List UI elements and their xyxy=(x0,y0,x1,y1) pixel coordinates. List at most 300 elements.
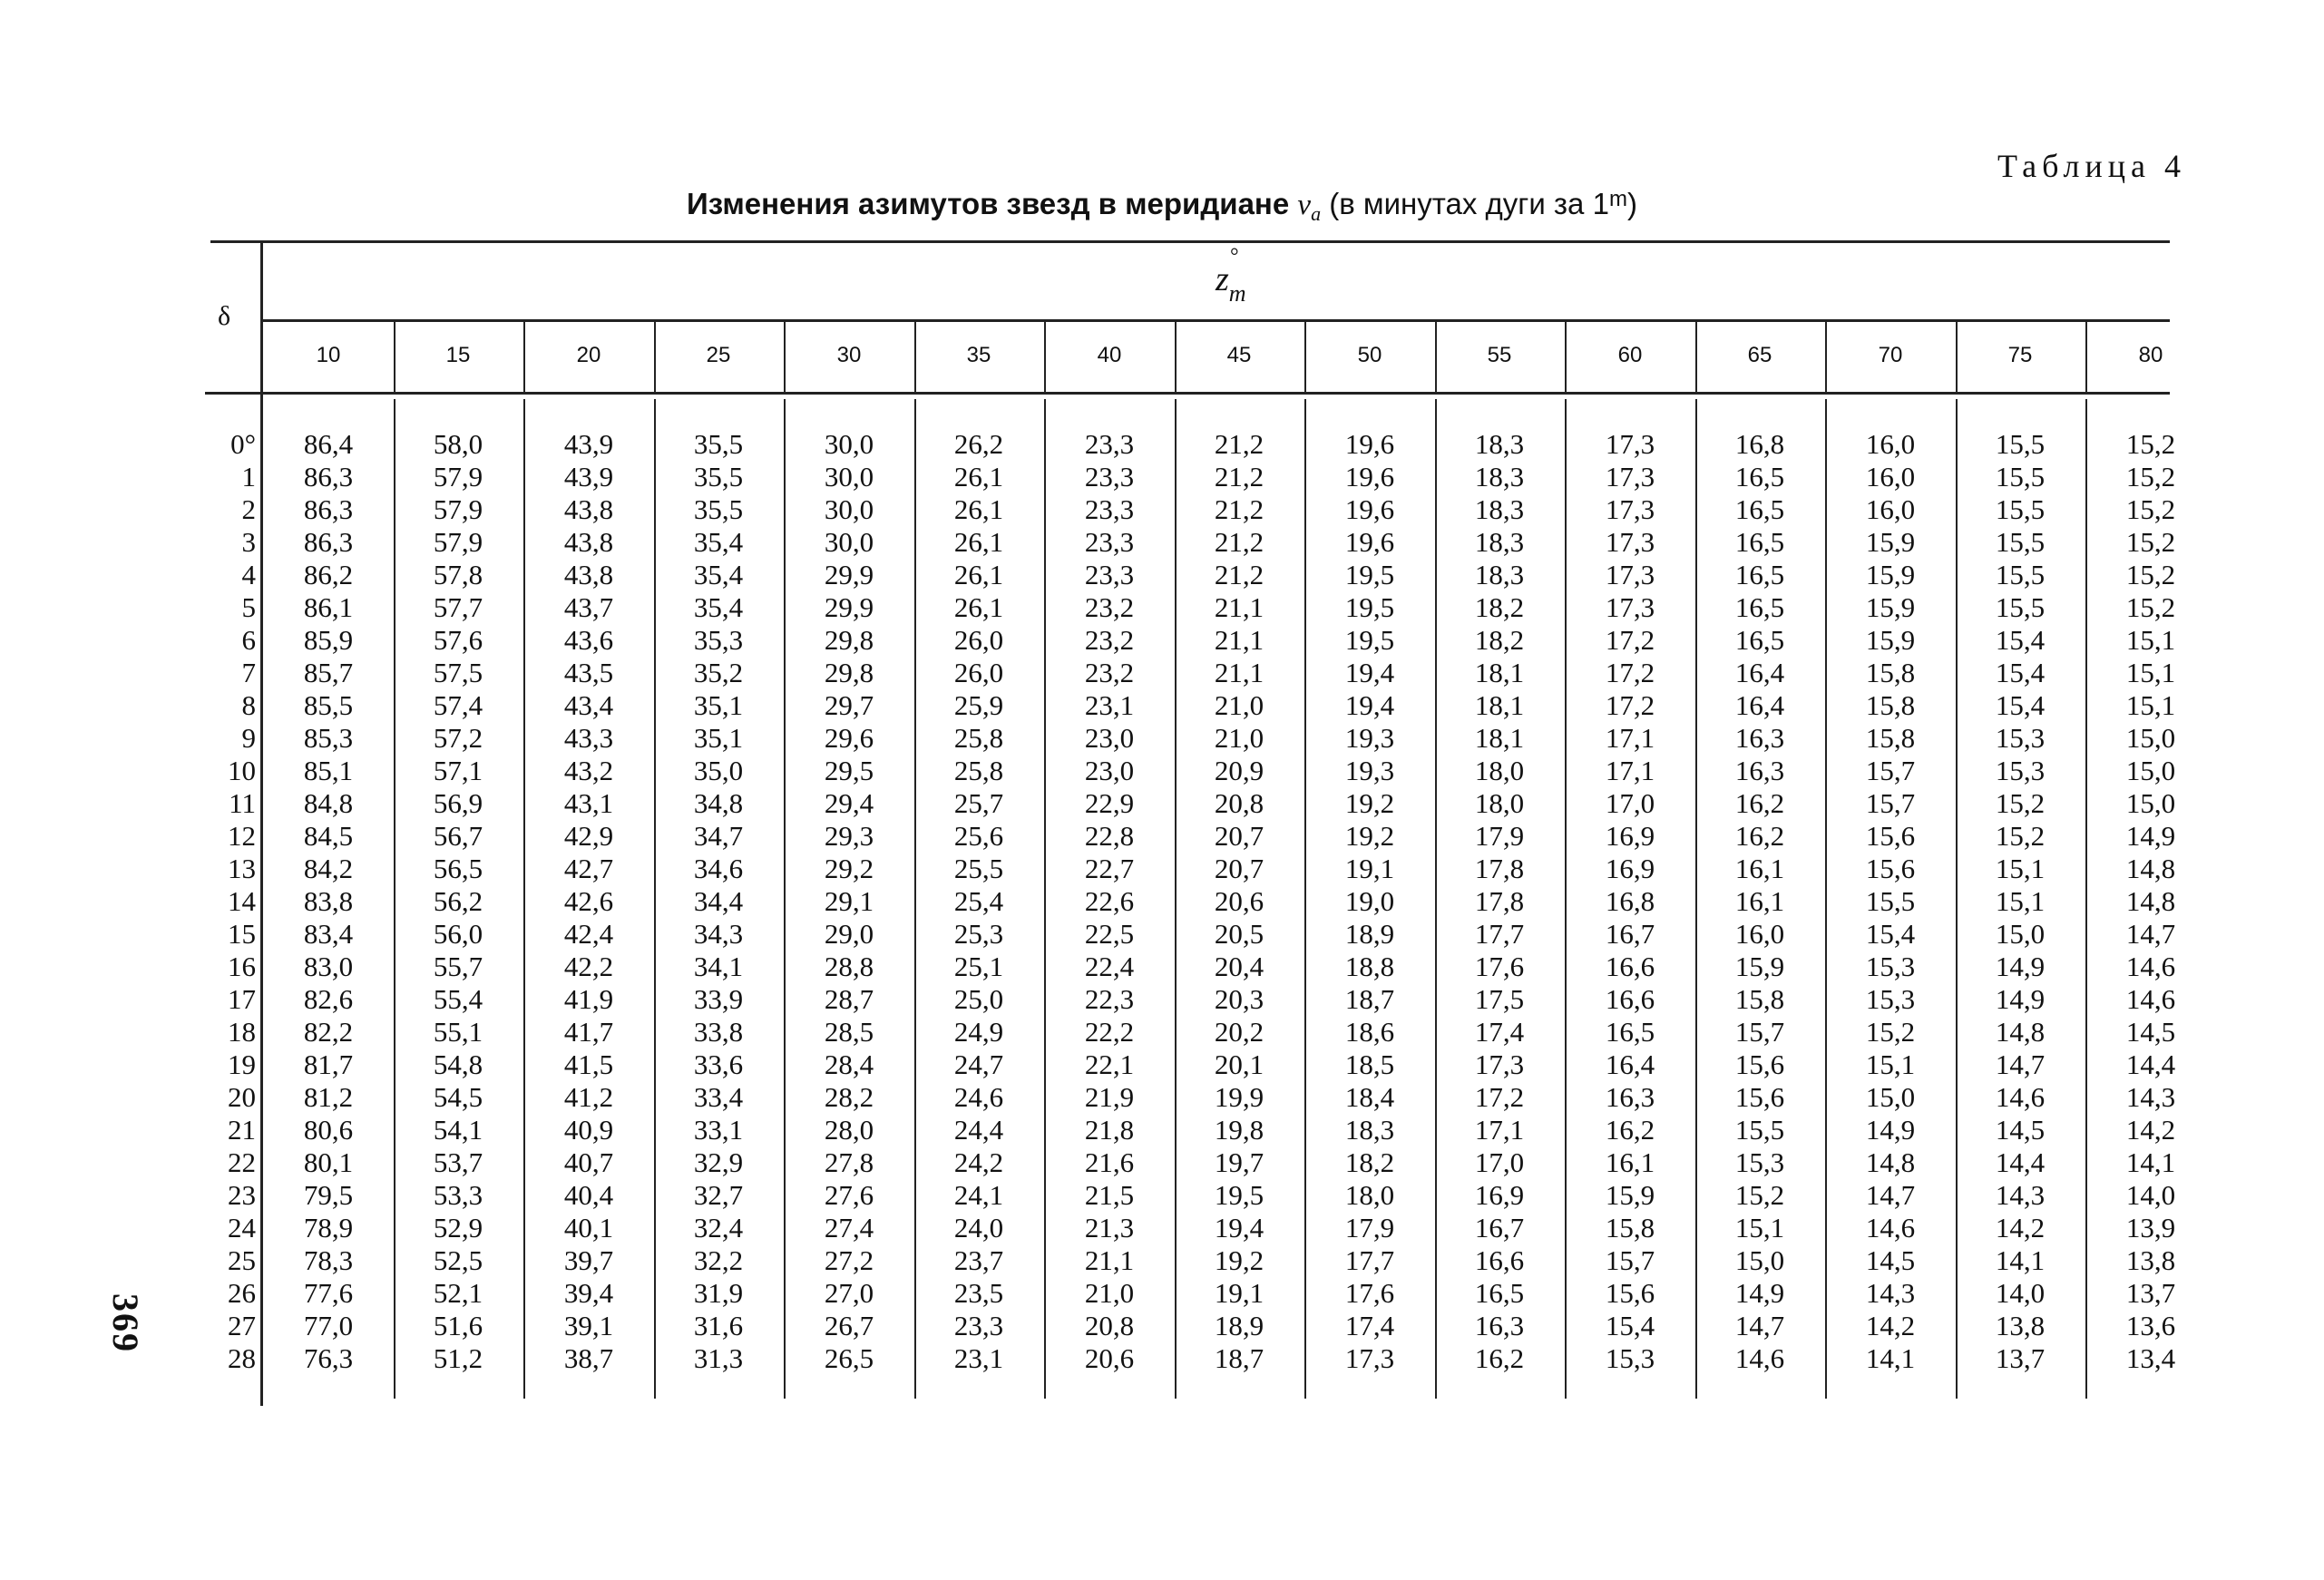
table-cell: 76,3 xyxy=(303,1342,354,1374)
table-cell: 19,5 xyxy=(1344,591,1395,623)
column-divider xyxy=(394,399,395,1399)
table-cell: 14,8 xyxy=(2125,885,2176,917)
table-cell: 33,1 xyxy=(693,1114,744,1146)
column-header: 65 xyxy=(1747,343,1772,367)
table-cell: 16,1 xyxy=(1605,1146,1655,1178)
table-cell: 16,5 xyxy=(1734,591,1785,623)
table-cell: 15,0 xyxy=(2125,787,2176,819)
table-cell: 15,2 xyxy=(1734,1179,1785,1211)
table-cell: 16,5 xyxy=(1734,559,1785,590)
table-cell: 14,1 xyxy=(2125,1146,2176,1178)
table-cell: 23,3 xyxy=(1084,461,1135,493)
table-cell: 16,2 xyxy=(1734,820,1785,852)
delta-value: 7 xyxy=(241,657,256,688)
table-cell: 57,5 xyxy=(433,657,483,688)
table-cell: 52,1 xyxy=(433,1277,483,1309)
delta-value: 28 xyxy=(228,1342,256,1374)
table-cell: 56,0 xyxy=(433,918,483,950)
table-cell: 29,6 xyxy=(824,722,874,754)
table-cell: 25,8 xyxy=(953,755,1004,786)
table-cell: 17,8 xyxy=(1474,885,1525,917)
table-cell: 16,3 xyxy=(1734,755,1785,786)
table-cell: 16,5 xyxy=(1474,1277,1525,1309)
table-cell: 29,7 xyxy=(824,689,874,721)
delta-value: 2 xyxy=(241,493,256,525)
table-cell: 23,2 xyxy=(1084,591,1135,623)
table-cell: 16,7 xyxy=(1474,1212,1525,1244)
table-cell: 16,8 xyxy=(1605,885,1655,917)
table-cell: 40,9 xyxy=(563,1114,614,1146)
table-cell: 52,9 xyxy=(433,1212,483,1244)
table-cell: 24,4 xyxy=(953,1114,1004,1146)
table-cell: 15,3 xyxy=(1865,951,1916,982)
table-cell: 41,9 xyxy=(563,983,614,1015)
table-cell: 14,6 xyxy=(2125,951,2176,982)
table-cell: 54,1 xyxy=(433,1114,483,1146)
table-cell: 15,9 xyxy=(1865,559,1916,590)
table-cell: 41,7 xyxy=(563,1016,614,1048)
column-header: 75 xyxy=(2007,343,2033,367)
table-cell: 22,3 xyxy=(1084,983,1135,1015)
table-cell: 16,0 xyxy=(1734,918,1785,950)
table-cell: 24,0 xyxy=(953,1212,1004,1244)
table-cell: 14,7 xyxy=(1995,1048,2046,1080)
table-cell: 17,8 xyxy=(1474,853,1525,884)
table-cell: 19,6 xyxy=(1344,461,1395,493)
delta-value: 17 xyxy=(228,983,256,1015)
table-cell: 18,2 xyxy=(1474,624,1525,656)
table-cell: 57,4 xyxy=(433,689,483,721)
table-cell: 18,8 xyxy=(1344,951,1395,982)
table-cell: 23,5 xyxy=(953,1277,1004,1309)
column-header-divider xyxy=(784,322,786,392)
delta-value: 13 xyxy=(228,853,256,884)
table-cell: 19,1 xyxy=(1344,853,1395,884)
table-cell: 15,4 xyxy=(1995,689,2046,721)
table-cell: 17,2 xyxy=(1605,689,1655,721)
table-cell: 20,6 xyxy=(1214,885,1265,917)
table-cell: 15,5 xyxy=(1734,1114,1785,1146)
table-cell: 29,1 xyxy=(824,885,874,917)
column-divider xyxy=(1825,399,1827,1399)
table-cell: 17,1 xyxy=(1474,1114,1525,1146)
table-cell: 15,6 xyxy=(1605,1277,1655,1309)
table-cell: 42,2 xyxy=(563,951,614,982)
table-cell: 23,3 xyxy=(1084,493,1135,525)
table-cell: 35,1 xyxy=(693,722,744,754)
column-header-divider xyxy=(394,322,395,392)
table-cell: 57,8 xyxy=(433,559,483,590)
table-cell: 18,4 xyxy=(1344,1081,1395,1113)
table-cell: 14,6 xyxy=(1865,1212,1916,1244)
table-cell: 25,9 xyxy=(953,689,1004,721)
table-cell: 13,9 xyxy=(2125,1212,2176,1244)
table-cell: 17,9 xyxy=(1344,1212,1395,1244)
column-header: 55 xyxy=(1487,343,1512,367)
table-cell: 15,9 xyxy=(1865,591,1916,623)
table-cell: 18,1 xyxy=(1474,657,1525,688)
table-cell: 17,3 xyxy=(1605,591,1655,623)
table-cell: 40,4 xyxy=(563,1179,614,1211)
table-cell: 15,7 xyxy=(1865,787,1916,819)
table-cell: 43,4 xyxy=(563,689,614,721)
table-cell: 56,2 xyxy=(433,885,483,917)
column-header-divider xyxy=(1565,322,1567,392)
table-cell: 15,0 xyxy=(2125,722,2176,754)
table-cell: 28,4 xyxy=(824,1048,874,1080)
table-cell: 19,2 xyxy=(1344,820,1395,852)
table-cell: 15,3 xyxy=(1995,755,2046,786)
table-cell: 17,2 xyxy=(1474,1081,1525,1113)
table-cell: 43,9 xyxy=(563,461,614,493)
table-cell: 15,4 xyxy=(1865,918,1916,950)
table-cell: 14,8 xyxy=(1865,1146,1916,1178)
table-cell: 24,9 xyxy=(953,1016,1004,1048)
table-cell: 43,8 xyxy=(563,526,614,558)
table-cell: 21,0 xyxy=(1214,689,1265,721)
table-cell: 21,9 xyxy=(1084,1081,1135,1113)
table-cell: 78,3 xyxy=(303,1244,354,1276)
table-cell: 14,6 xyxy=(1734,1342,1785,1374)
table-cell: 16,4 xyxy=(1734,689,1785,721)
table-cell: 41,5 xyxy=(563,1048,614,1080)
delta-divider xyxy=(260,243,263,1406)
delta-value: 11 xyxy=(229,787,256,819)
table-cell: 14,6 xyxy=(2125,983,2176,1015)
table-cell: 35,3 xyxy=(693,624,744,656)
table-cell: 18,3 xyxy=(1474,428,1525,460)
table-cell: 15,5 xyxy=(1865,885,1916,917)
table-cell: 85,9 xyxy=(303,624,354,656)
table-cell: 16,1 xyxy=(1734,885,1785,917)
table-cell: 29,9 xyxy=(824,559,874,590)
delta-value: 6 xyxy=(241,624,256,656)
table-cell: 18,3 xyxy=(1474,559,1525,590)
table-cell: 29,2 xyxy=(824,853,874,884)
table-cell: 13,4 xyxy=(2125,1342,2176,1374)
table-cell: 14,7 xyxy=(1734,1310,1785,1341)
table-cell: 17,7 xyxy=(1344,1244,1395,1276)
table-cell: 41,2 xyxy=(563,1081,614,1113)
table-cell: 15,1 xyxy=(1995,853,2046,884)
table-cell: 25,7 xyxy=(953,787,1004,819)
table-cell: 33,9 xyxy=(693,983,744,1015)
column-header: 45 xyxy=(1226,343,1252,367)
table-cell: 26,1 xyxy=(953,461,1004,493)
table-cell: 15,0 xyxy=(1995,918,2046,950)
table-cell: 15,5 xyxy=(1995,591,2046,623)
table-cell: 21,6 xyxy=(1084,1146,1135,1178)
table-cell: 23,0 xyxy=(1084,722,1135,754)
column-divider xyxy=(1435,399,1437,1399)
table-cell: 15,5 xyxy=(1995,493,2046,525)
table-cell: 15,8 xyxy=(1865,689,1916,721)
table-cell: 16,4 xyxy=(1605,1048,1655,1080)
table-cell: 17,0 xyxy=(1474,1146,1525,1178)
table-cell: 32,7 xyxy=(693,1179,744,1211)
table-cell: 16,3 xyxy=(1474,1310,1525,1341)
table-cell: 19,3 xyxy=(1344,722,1395,754)
table-cell: 18,3 xyxy=(1344,1114,1395,1146)
table-cell: 15,1 xyxy=(2125,689,2176,721)
table-cell: 53,3 xyxy=(433,1179,483,1211)
table-cell: 32,2 xyxy=(693,1244,744,1276)
table-cell: 42,9 xyxy=(563,820,614,852)
delta-value: 23 xyxy=(228,1179,256,1211)
table-cell: 84,8 xyxy=(303,787,354,819)
table-cell: 43,3 xyxy=(563,722,614,754)
table-cell: 15,0 xyxy=(1865,1081,1916,1113)
table-cell: 16,5 xyxy=(1605,1016,1655,1048)
table-cell: 29,3 xyxy=(824,820,874,852)
table-cell: 19,1 xyxy=(1214,1277,1265,1309)
table-cell: 19,5 xyxy=(1214,1179,1265,1211)
delta-value: 8 xyxy=(241,689,256,721)
column-divider xyxy=(1565,399,1567,1399)
column-header-divider xyxy=(1956,322,1958,392)
table-cell: 86,4 xyxy=(303,428,354,460)
table-cell: 21,1 xyxy=(1214,657,1265,688)
table-cell: 26,2 xyxy=(953,428,1004,460)
table-cell: 14,7 xyxy=(2125,918,2176,950)
table-cell: 35,2 xyxy=(693,657,744,688)
table-cell: 43,5 xyxy=(563,657,614,688)
table-cell: 17,4 xyxy=(1344,1310,1395,1341)
table-cell: 14,2 xyxy=(2125,1114,2176,1146)
table-cell: 15,2 xyxy=(2125,526,2176,558)
table-cell: 57,9 xyxy=(433,461,483,493)
table-cell: 35,4 xyxy=(693,526,744,558)
table-cell: 19,7 xyxy=(1214,1146,1265,1178)
table-cell: 23,1 xyxy=(1084,689,1135,721)
table-cell: 19,2 xyxy=(1344,787,1395,819)
table-cell: 82,2 xyxy=(303,1016,354,1048)
table-cell: 15,4 xyxy=(1995,624,2046,656)
table-cell: 53,7 xyxy=(433,1146,483,1178)
table-cell: 84,2 xyxy=(303,853,354,884)
table-cell: 18,6 xyxy=(1344,1016,1395,1048)
zm-under-rule xyxy=(263,319,2170,322)
table-cell: 32,9 xyxy=(693,1146,744,1178)
column-header-divider xyxy=(1304,322,1306,392)
table-cell: 15,5 xyxy=(1995,526,2046,558)
table-cell: 43,1 xyxy=(563,787,614,819)
table-cell: 19,2 xyxy=(1214,1244,1265,1276)
table-cell: 14,3 xyxy=(2125,1081,2176,1113)
delta-value: 15 xyxy=(228,918,256,950)
table-cell: 22,7 xyxy=(1084,853,1135,884)
zm-header: z ° $_m$ xyxy=(1216,245,1246,307)
table-cell: 16,2 xyxy=(1734,787,1785,819)
table-cell: 17,3 xyxy=(1605,526,1655,558)
table-cell: 19,4 xyxy=(1344,689,1395,721)
table-cell: 16,1 xyxy=(1734,853,1785,884)
table-cell: 32,4 xyxy=(693,1212,744,1244)
table-cell: 25,6 xyxy=(953,820,1004,852)
delta-value: 19 xyxy=(228,1048,256,1080)
table-cell: 13,6 xyxy=(2125,1310,2176,1341)
table-cell: 16,9 xyxy=(1605,820,1655,852)
table-cell: 15,4 xyxy=(1605,1310,1655,1341)
table-cell: 23,2 xyxy=(1084,624,1135,656)
table-cell: 14,5 xyxy=(1995,1114,2046,1146)
table-cell: 15,2 xyxy=(2125,591,2176,623)
table-cell: 15,9 xyxy=(1734,951,1785,982)
table-cell: 84,5 xyxy=(303,820,354,852)
table-cell: 43,9 xyxy=(563,428,614,460)
table-cell: 54,5 xyxy=(433,1081,483,1113)
table-cell: 14,9 xyxy=(2125,820,2176,852)
table-cell: 16,6 xyxy=(1474,1244,1525,1276)
table-cell: 35,1 xyxy=(693,689,744,721)
table-cell: 15,3 xyxy=(1605,1342,1655,1374)
table-cell: 15,1 xyxy=(1734,1212,1785,1244)
table-cell: 16,2 xyxy=(1474,1342,1525,1374)
table-cell: 13,7 xyxy=(1995,1342,2046,1374)
column-header: 70 xyxy=(1878,343,1903,367)
table-cell: 15,8 xyxy=(1734,983,1785,1015)
table-cell: 27,4 xyxy=(824,1212,874,1244)
delta-value: 10 xyxy=(228,755,256,786)
table-cell: 23,3 xyxy=(1084,526,1135,558)
table-cell: 19,4 xyxy=(1214,1212,1265,1244)
table-cell: 29,8 xyxy=(824,624,874,656)
table-cell: 19,3 xyxy=(1344,755,1395,786)
table-cell: 26,1 xyxy=(953,559,1004,590)
table-cell: 16,0 xyxy=(1865,461,1916,493)
table-cell: 15,8 xyxy=(1865,657,1916,688)
table-cell: 24,7 xyxy=(953,1048,1004,1080)
table-cell: 14,3 xyxy=(1995,1179,2046,1211)
table-cell: 39,7 xyxy=(563,1244,614,1276)
delta-value: 3 xyxy=(241,526,256,558)
table-cell: 25,8 xyxy=(953,722,1004,754)
table-cell: 83,0 xyxy=(303,951,354,982)
table-cell: 16,3 xyxy=(1605,1081,1655,1113)
column-header: 80 xyxy=(2138,343,2163,367)
column-header: 60 xyxy=(1617,343,1643,367)
table-cell: 29,4 xyxy=(824,787,874,819)
table-cell: 26,7 xyxy=(824,1310,874,1341)
table-cell: 28,2 xyxy=(824,1081,874,1113)
table-cell: 19,8 xyxy=(1214,1114,1265,1146)
table-cell: 18,1 xyxy=(1474,689,1525,721)
table-cell: 18,2 xyxy=(1344,1146,1395,1178)
table-cell: 18,1 xyxy=(1474,722,1525,754)
column-divider xyxy=(1175,399,1177,1399)
table-cell: 15,3 xyxy=(1865,983,1916,1015)
table-cell: 23,0 xyxy=(1084,755,1135,786)
table-cell: 15,2 xyxy=(2125,461,2176,493)
column-divider xyxy=(1304,399,1306,1399)
table-cell: 19,0 xyxy=(1344,885,1395,917)
table-cell: 35,4 xyxy=(693,559,744,590)
table-cell: 15,9 xyxy=(1865,526,1916,558)
table-cell: 14,2 xyxy=(1865,1310,1916,1341)
table-cell: 26,0 xyxy=(953,624,1004,656)
table-cell: 30,0 xyxy=(824,428,874,460)
table-cell: 85,5 xyxy=(303,689,354,721)
table-cell: 81,7 xyxy=(303,1048,354,1080)
table-cell: 56,5 xyxy=(433,853,483,884)
title-text: Изменения азимутов звезд в меридиане xyxy=(687,187,1290,220)
delta-value: 26 xyxy=(228,1277,256,1309)
table-cell: 58,0 xyxy=(433,428,483,460)
table-title xyxy=(0,187,2324,226)
table-cell: 17,2 xyxy=(1605,657,1655,688)
table-cell: 25,1 xyxy=(953,951,1004,982)
table-cell: 17,2 xyxy=(1605,624,1655,656)
table-cell: 86,3 xyxy=(303,493,354,525)
delta-value: 14 xyxy=(228,885,256,917)
table-cell: 83,4 xyxy=(303,918,354,950)
table-cell: 38,7 xyxy=(563,1342,614,1374)
table-cell: 14,8 xyxy=(2125,853,2176,884)
column-header: 20 xyxy=(576,343,601,367)
table-cell: 15,6 xyxy=(1865,853,1916,884)
table-cell: 17,3 xyxy=(1605,461,1655,493)
table-cell: 18,0 xyxy=(1344,1179,1395,1211)
table-cell: 15,4 xyxy=(1995,657,2046,688)
table-cell: 15,9 xyxy=(1605,1179,1655,1211)
table-cell: 21,2 xyxy=(1214,493,1265,525)
table-cell: 18,2 xyxy=(1474,591,1525,623)
table-cell: 17,3 xyxy=(1344,1342,1395,1374)
header-bottom-rule xyxy=(205,392,2170,395)
table-cell: 14,2 xyxy=(1995,1212,2046,1244)
table-cell: 16,7 xyxy=(1605,918,1655,950)
table-cell: 20,4 xyxy=(1214,951,1265,982)
table-cell: 57,1 xyxy=(433,755,483,786)
table-cell: 42,4 xyxy=(563,918,614,950)
table-cell: 35,5 xyxy=(693,428,744,460)
table-cell: 18,7 xyxy=(1344,983,1395,1015)
table-cell: 25,4 xyxy=(953,885,1004,917)
table-cell: 15,9 xyxy=(1865,624,1916,656)
table-cell: 14,7 xyxy=(1865,1179,1916,1211)
table-cell: 29,9 xyxy=(824,591,874,623)
table-cell: 19,4 xyxy=(1344,657,1395,688)
table-cell: 20,8 xyxy=(1214,787,1265,819)
table-cell: 51,2 xyxy=(433,1342,483,1374)
table-cell: 15,6 xyxy=(1734,1081,1785,1113)
table-cell: 34,3 xyxy=(693,918,744,950)
delta-header: δ xyxy=(218,301,231,331)
table-cell: 16,9 xyxy=(1605,853,1655,884)
table-cell: 16,0 xyxy=(1865,428,1916,460)
table-cell: 21,1 xyxy=(1214,591,1265,623)
table-cell: 27,8 xyxy=(824,1146,874,1178)
table-cell: 16,3 xyxy=(1734,722,1785,754)
table-cell: 21,3 xyxy=(1084,1212,1135,1244)
column-divider xyxy=(1956,399,1958,1399)
column-header-divider xyxy=(1175,322,1177,392)
column-header-divider xyxy=(914,322,916,392)
table-cell: 24,1 xyxy=(953,1179,1004,1211)
table-cell: 29,0 xyxy=(824,918,874,950)
delta-value: 27 xyxy=(228,1310,256,1341)
delta-value: 4 xyxy=(241,559,256,590)
table-cell: 27,6 xyxy=(824,1179,874,1211)
table-cell: 23,2 xyxy=(1084,657,1135,688)
table-cell: 17,5 xyxy=(1474,983,1525,1015)
table-cell: 35,5 xyxy=(693,461,744,493)
table-cell: 15,7 xyxy=(1734,1016,1785,1048)
table-cell: 21,2 xyxy=(1214,526,1265,558)
table-cell: 14,4 xyxy=(1995,1146,2046,1178)
table-cell: 21,1 xyxy=(1084,1244,1135,1276)
table-cell: 27,2 xyxy=(824,1244,874,1276)
